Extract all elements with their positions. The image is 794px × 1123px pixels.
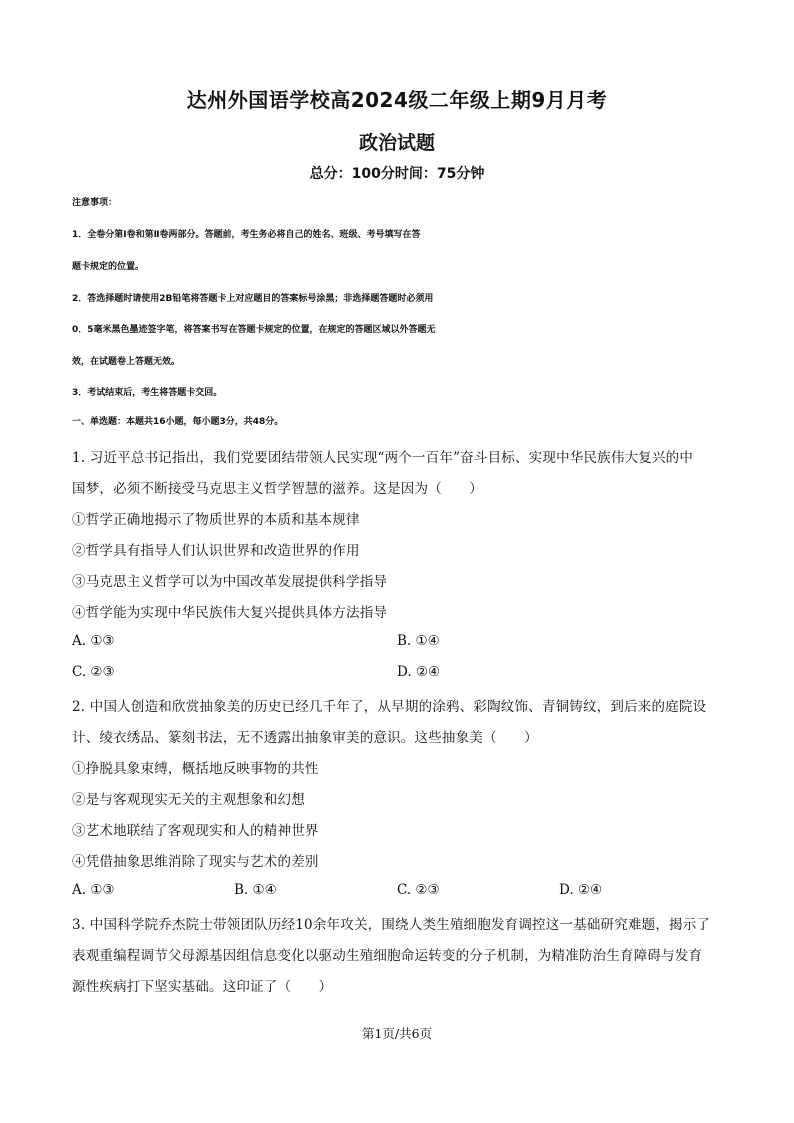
- q1-option-b: B. ①④: [397, 633, 440, 649]
- q3-stem-line-3: 源性疾病打下坚实基础。这印证了（ ）: [72, 979, 333, 995]
- q2-stem-line-1: 2. 中国人创造和欣赏抽象美的历史已经几千年了，从早期的涂鸦、彩陶纹饰、青铜铸纹，到后来的庭院设: [72, 699, 707, 715]
- note-2-line-2: 0．5毫米黑色墨迹签字笔，将答案书写在答题卡规定的位置，在规定的答题区域以外答题无: [72, 325, 436, 335]
- note-2-line-1: 2．答选择题时请使用2B铅笔将答题卡上对应题目的答案标号涂黑；非选择题答题时必须用: [72, 294, 434, 304]
- q2-option-b: B. ①④: [234, 882, 277, 898]
- section-1-heading: 一、单选题：本题共16小题，每小题3分，共48分。: [72, 417, 284, 427]
- q2-option-d: D. ②④: [559, 882, 603, 898]
- q3-stem-line-1: 3. 中国科学院乔杰院士带领团队历经10余年攻关，围绕人类生殖细胞发育调控这一基础研究难题，揭示了: [72, 917, 711, 933]
- note-1-line-1: 1．全卷分第Ⅰ卷和第Ⅱ卷两部分。答题前，考生务必将自己的姓名、班级、考号填写在答: [72, 230, 421, 240]
- exam-meta: 总分：100分时间：75分钟: [309, 166, 485, 182]
- page-number: 第1页/共6页: [361, 1026, 433, 1041]
- note-3: 3．考试结束后，考生将答题卡交回。: [72, 388, 223, 398]
- note-2-line-3: 效，在试题卷上答题无效。: [72, 357, 181, 367]
- q2-item-4: ④凭借抽象思维消除了现实与艺术的差别: [72, 854, 319, 870]
- q2-item-2: ②是与客观现实无关的主观想象和幻想: [72, 792, 305, 808]
- q1-item-2: ②哲学具有指导人们认识世界和改造世界的作用: [72, 543, 360, 559]
- q2-item-3: ③艺术地联结了客观现实和人的精神世界: [72, 823, 319, 839]
- q2-item-1: ①挣脱具象束缚，概括地反映事物的共性: [72, 761, 319, 777]
- q1-item-4: ④哲学能为实现中华民族伟大复兴提供具体方法指导: [72, 605, 388, 621]
- note-1-line-2: 题卡规定的位置。: [72, 262, 145, 272]
- q3-stem-line-2: 表观重编程调节父母源基因组信息变化以驱动生殖细胞命运转变的分子机制，为精准防治生育障碍与发育: [72, 948, 703, 964]
- q1-stem-line-2: 国梦，必须不断接受马克思主义哲学智慧的滋养。这是因为（ ）: [72, 481, 483, 497]
- q1-item-1: ①哲学正确地揭示了物质世界的本质和基本规律: [72, 512, 360, 528]
- q1-option-c: C. ②③: [72, 664, 115, 680]
- notes-heading: 注意事项：: [72, 198, 118, 208]
- q1-option-a: A. ①③: [72, 633, 115, 649]
- q2-option-c: C. ②③: [397, 882, 440, 898]
- q1-stem-line-1: 1. 习近平总书记指出，我们党要团结带领人民实现“两个一百年”奋斗目标、实现中华民族伟大复兴的中: [72, 450, 694, 466]
- exam-title: 达州外国语学校高2024级二年级上期9月月考: [186, 88, 608, 112]
- q1-option-d: D. ②④: [397, 664, 441, 680]
- q2-stem-line-2: 计、绫衣绣品、篆刻书法，无不透露出抽象审美的意识。这些抽象美（ ）: [72, 730, 538, 746]
- exam-subtitle: 政治试题: [358, 132, 435, 154]
- q2-option-a: A. ①③: [72, 882, 115, 898]
- q1-item-3: ③马克思主义哲学可以为中国改革发展提供科学指导: [72, 574, 388, 590]
